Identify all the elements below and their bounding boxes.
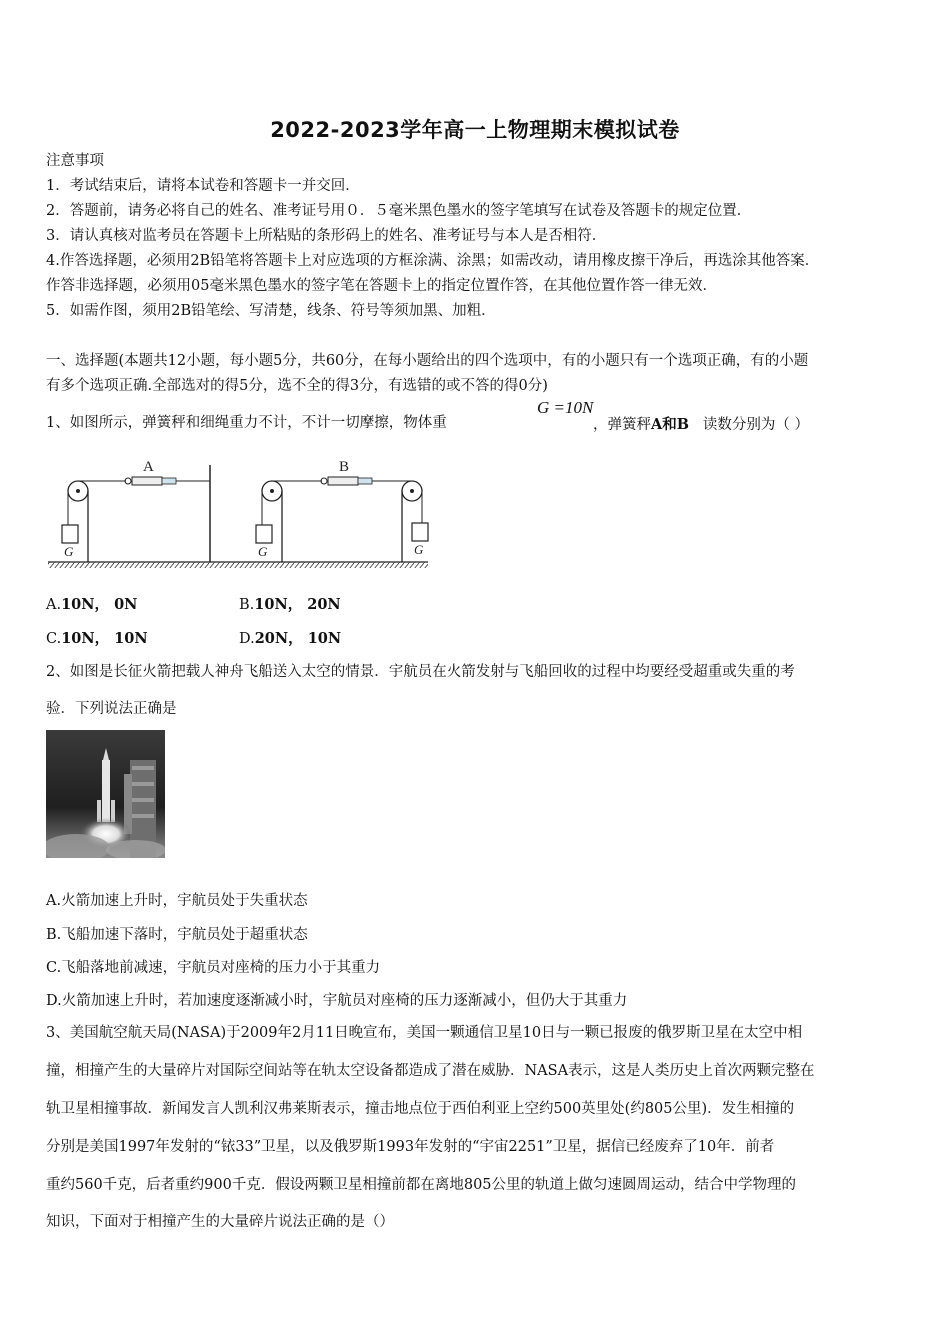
q3-stem-cont: 重约560千克，后者重约900千克．假设两颗卫星相撞前都在离地805公里的轨道上做匀速圆周运动，结合中学物理的 xyxy=(46,1177,797,1193)
notice-item: 2．答题前，请务必将自己的姓名、准考证号用０．５毫米黑色墨水的签字笔填写在试卷及答题卡的规定位置． xyxy=(46,203,752,219)
rocket-launch-photo xyxy=(46,730,165,858)
q2-option-a: A.火箭加速上升时，宇航员处于失重状态 xyxy=(46,893,308,909)
q2-stem: 2、如图是长征火箭把载人神舟飞船送入太空的情景．宇航员在火箭发射与飞船回收的过程中均要经受超重或失重的考 xyxy=(46,664,795,680)
notice-item: 作答非选择题，必须用05毫米黑色墨水的签字笔在答题卡上的指定位置作答，在其他位置作答一律无效． xyxy=(46,278,717,294)
notice-item: 4.作答选择题，必须用2B铅笔将答题卡上对应选项的方框涂满、涂黑；如需改动，请用橡皮擦干净后，再选涂其他答案． xyxy=(46,253,820,269)
spring-balance-a xyxy=(132,477,162,485)
label-b: B xyxy=(339,459,350,475)
weight-label: G xyxy=(64,544,74,559)
notice-item: 3．请认真核对监考员在答题卡上所粘贴的条形码上的姓名、准考证号与本人是否相符． xyxy=(46,228,607,244)
q1-option-b: B.10N， 20N xyxy=(239,596,341,613)
notice-item: 1．考试结束后，请将本试卷和答题卡一并交回． xyxy=(46,178,360,194)
q1-formula: G =10N xyxy=(537,398,594,417)
q1-tail-c: 读数分别为（ ） xyxy=(702,417,809,433)
q2-stem-cont: 验．下列说法正确是 xyxy=(46,701,177,717)
q3-stem-cont: 撞，相撞产生的大量碎片对国际空间站等在轨太空设备都造成了潜在威胁．NASA表示，这是人类历史上首次两颗完整在 xyxy=(46,1063,815,1079)
q1-stem: 1、如图所示，弹簧秤和细绳重力不计，不计一切摩擦，物体重 xyxy=(46,415,447,431)
q1-option-d: D.20N， 10N xyxy=(239,630,342,647)
notice-heading: 注意事项 xyxy=(46,153,104,169)
q2-option-d: D.火箭加速上升时，若加速度逐渐减小时，宇航员对座椅的压力逐渐减小，但仍大于其重力 xyxy=(46,993,628,1009)
weight-block xyxy=(256,525,272,543)
section-heading-cont: 有多个选项正确.全部选对的得5分，选不全的得3分，有选错的或不答的得0分) xyxy=(46,378,548,394)
weight-block xyxy=(412,523,428,541)
section-heading: 一、选择题(本题共12小题，每小题5分，共60分，在每小题给出的四个选项中，有的小题只有一个选项正确，有的小题 xyxy=(46,353,809,369)
q1-tail-a: ，弹簧秤 xyxy=(593,417,651,433)
q3-stem-cont: 分别是美国1997年发射的“铱33”卫星，以及俄罗斯1993年发射的“宇宙2251”卫星，据信已经废弃了10年．前者 xyxy=(46,1139,775,1155)
q3-stem-cont: 知识，下面对于相撞产生的大量碎片说法正确的是（） xyxy=(46,1214,394,1230)
weight-label: G xyxy=(258,544,268,559)
page-title: 2022-2023学年高一上物理期末模拟试卷 xyxy=(270,118,680,142)
ground-hatch xyxy=(48,562,428,568)
label-a: A xyxy=(143,459,154,475)
q3-stem: 3、美国航空航天局(NASA)于2009年2月11日晚宣布，美国一颗通信卫星10日与一颗已报废的俄罗斯卫星在太空中相 xyxy=(46,1025,803,1041)
weight-label: G xyxy=(414,542,424,557)
q3-stem-cont: 轨卫星相撞事故．新闻发言人凯利汉弗莱斯表示，撞击地点位于西伯利亚上空约500英里处(约805公里)．发生相撞的 xyxy=(46,1101,795,1117)
q2-option-c: C.飞船落地前减速，宇航员对座椅的压力小于其重力 xyxy=(46,960,381,976)
spring-balance-diagram xyxy=(44,455,434,575)
spring-balance-b xyxy=(328,477,358,485)
weight-block xyxy=(62,525,78,543)
q1-tail-b: A和B xyxy=(651,416,690,433)
q1-stem-tail xyxy=(593,413,809,434)
q1-option-a: A.10N， 0N xyxy=(46,596,138,613)
q1-option-c: C.10N， 10N xyxy=(46,630,148,647)
notice-item: 5．如需作图，须用2B铅笔绘、写清楚，线条、符号等须加黑、加粗． xyxy=(46,303,496,319)
q2-option-b: B.飞船加速下落时，宇航员处于超重状态 xyxy=(46,927,308,943)
